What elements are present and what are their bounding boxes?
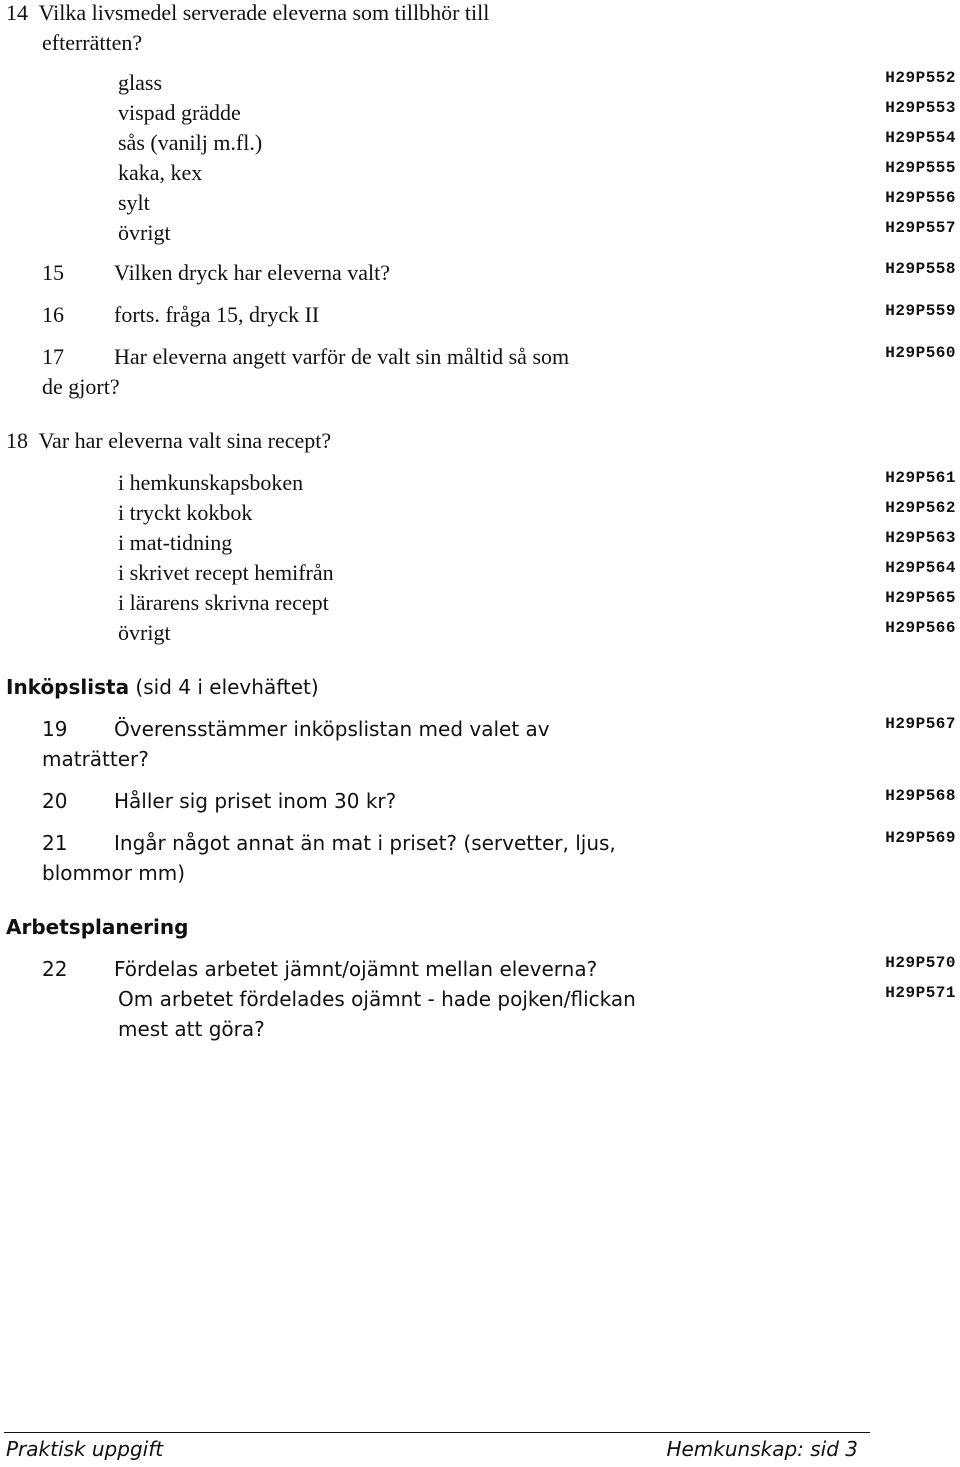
- q14-number: 14: [6, 0, 28, 25]
- q14-option: kaka, kex: [118, 160, 203, 185]
- q14-line2: efterrätten?: [42, 30, 143, 55]
- q18-option-code: H29P562: [885, 499, 956, 517]
- q22-text: Fördelas arbetet jämnt/ojämnt mellan eleverna?: [114, 957, 598, 981]
- q14-option-code: H29P552: [885, 69, 956, 87]
- q19-row: [42, 714, 550, 744]
- q17-code: H29P560: [885, 344, 956, 362]
- footer-rule: [4, 1432, 870, 1433]
- q22-code-2: H29P571: [885, 984, 956, 1002]
- q14-text: Vilka livsmedel serverade eleverna som tillbhör till: [38, 0, 490, 25]
- section-title: Inköpslista: [6, 675, 130, 699]
- q20-code: H29P568: [885, 787, 956, 805]
- q21-code: H29P569: [885, 829, 956, 847]
- q20-number: 20: [42, 789, 68, 813]
- q14-option: sylt: [118, 190, 150, 215]
- q22-followup: Om arbetet fördelades ojämnt - hade pojken/flickan: [118, 987, 636, 1011]
- q20-text: Håller sig priset inom 30 kr?: [114, 789, 397, 813]
- q17-number: 17: [42, 344, 64, 369]
- q18-option: i tryckt kokbok: [118, 500, 253, 525]
- q19-text: Överensstämmer inköpslistan med valet av: [114, 717, 550, 741]
- q16-code: H29P559: [885, 302, 956, 320]
- q14-option: övrigt: [118, 220, 171, 245]
- q17-text: Har eleverna angett varför de valt sin måltid så som: [114, 344, 570, 369]
- q21-line2: blommor mm): [42, 861, 186, 885]
- q15-number: 15: [42, 260, 64, 285]
- section-heading-inkopslista: [6, 672, 319, 702]
- q18-option-code: H29P561: [885, 469, 956, 487]
- q19-number: 19: [42, 717, 68, 741]
- q18-option: i mat-tidning: [118, 530, 233, 555]
- q22-row: [42, 954, 597, 984]
- q22-code-1: H29P570: [885, 954, 956, 972]
- q14-option-code: H29P555: [885, 159, 956, 177]
- q21-number: 21: [42, 831, 68, 855]
- q22-number: 22: [42, 957, 68, 981]
- footer-right: Hemkunskap: sid 3: [666, 1437, 858, 1461]
- q14-option-code: H29P557: [885, 219, 956, 237]
- q18-text: Var har eleverna valt sina recept?: [38, 428, 332, 453]
- q14-option-code: H29P554: [885, 129, 956, 147]
- q18-option-code: H29P563: [885, 529, 956, 547]
- q19-code: H29P567: [885, 715, 956, 733]
- q16-text: forts. fråga 15, dryck II: [114, 302, 320, 327]
- footer-left: Praktisk uppgift: [6, 1437, 164, 1461]
- q15-row: [42, 258, 390, 288]
- q18-option-code: H29P564: [885, 559, 956, 577]
- q22-followup-line2: mest att göra?: [118, 1017, 265, 1041]
- q14-option: sås (vanilj m.fl.): [118, 130, 263, 155]
- q14-option-code: H29P553: [885, 99, 956, 117]
- q18-number: 18: [6, 428, 28, 453]
- q16-number: 16: [42, 302, 64, 327]
- q20-row: [42, 786, 396, 816]
- q21-row: [42, 828, 616, 858]
- q14-option-code: H29P556: [885, 189, 956, 207]
- q18-row: [6, 426, 331, 456]
- q15-text: Vilken dryck har eleverna valt?: [114, 260, 390, 285]
- q18-option: i lärarens skrivna recept: [118, 590, 329, 615]
- q17-line2: de gjort?: [42, 374, 120, 399]
- q14-option: vispad grädde: [118, 100, 241, 125]
- q18-option: i skrivet recept hemifrån: [118, 560, 334, 585]
- section-heading-arbetsplanering: Arbetsplanering: [6, 915, 189, 939]
- section-subtitle: (sid 4 i elevhäftet): [129, 675, 319, 699]
- q14-option: glass: [118, 70, 162, 95]
- q18-option-code: H29P565: [885, 589, 956, 607]
- q18-option: i hemkunskapsboken: [118, 470, 304, 495]
- q21-text: Ingår något annat än mat i priset? (servetter, ljus,: [114, 831, 616, 855]
- q19-line2: maträtter?: [42, 747, 149, 771]
- q18-option: övrigt: [118, 620, 171, 645]
- q15-code: H29P558: [885, 260, 956, 278]
- q16-row: [42, 300, 319, 330]
- q17-row: [42, 342, 569, 372]
- q14-line1: [6, 0, 489, 28]
- q18-option-code: H29P566: [885, 619, 956, 637]
